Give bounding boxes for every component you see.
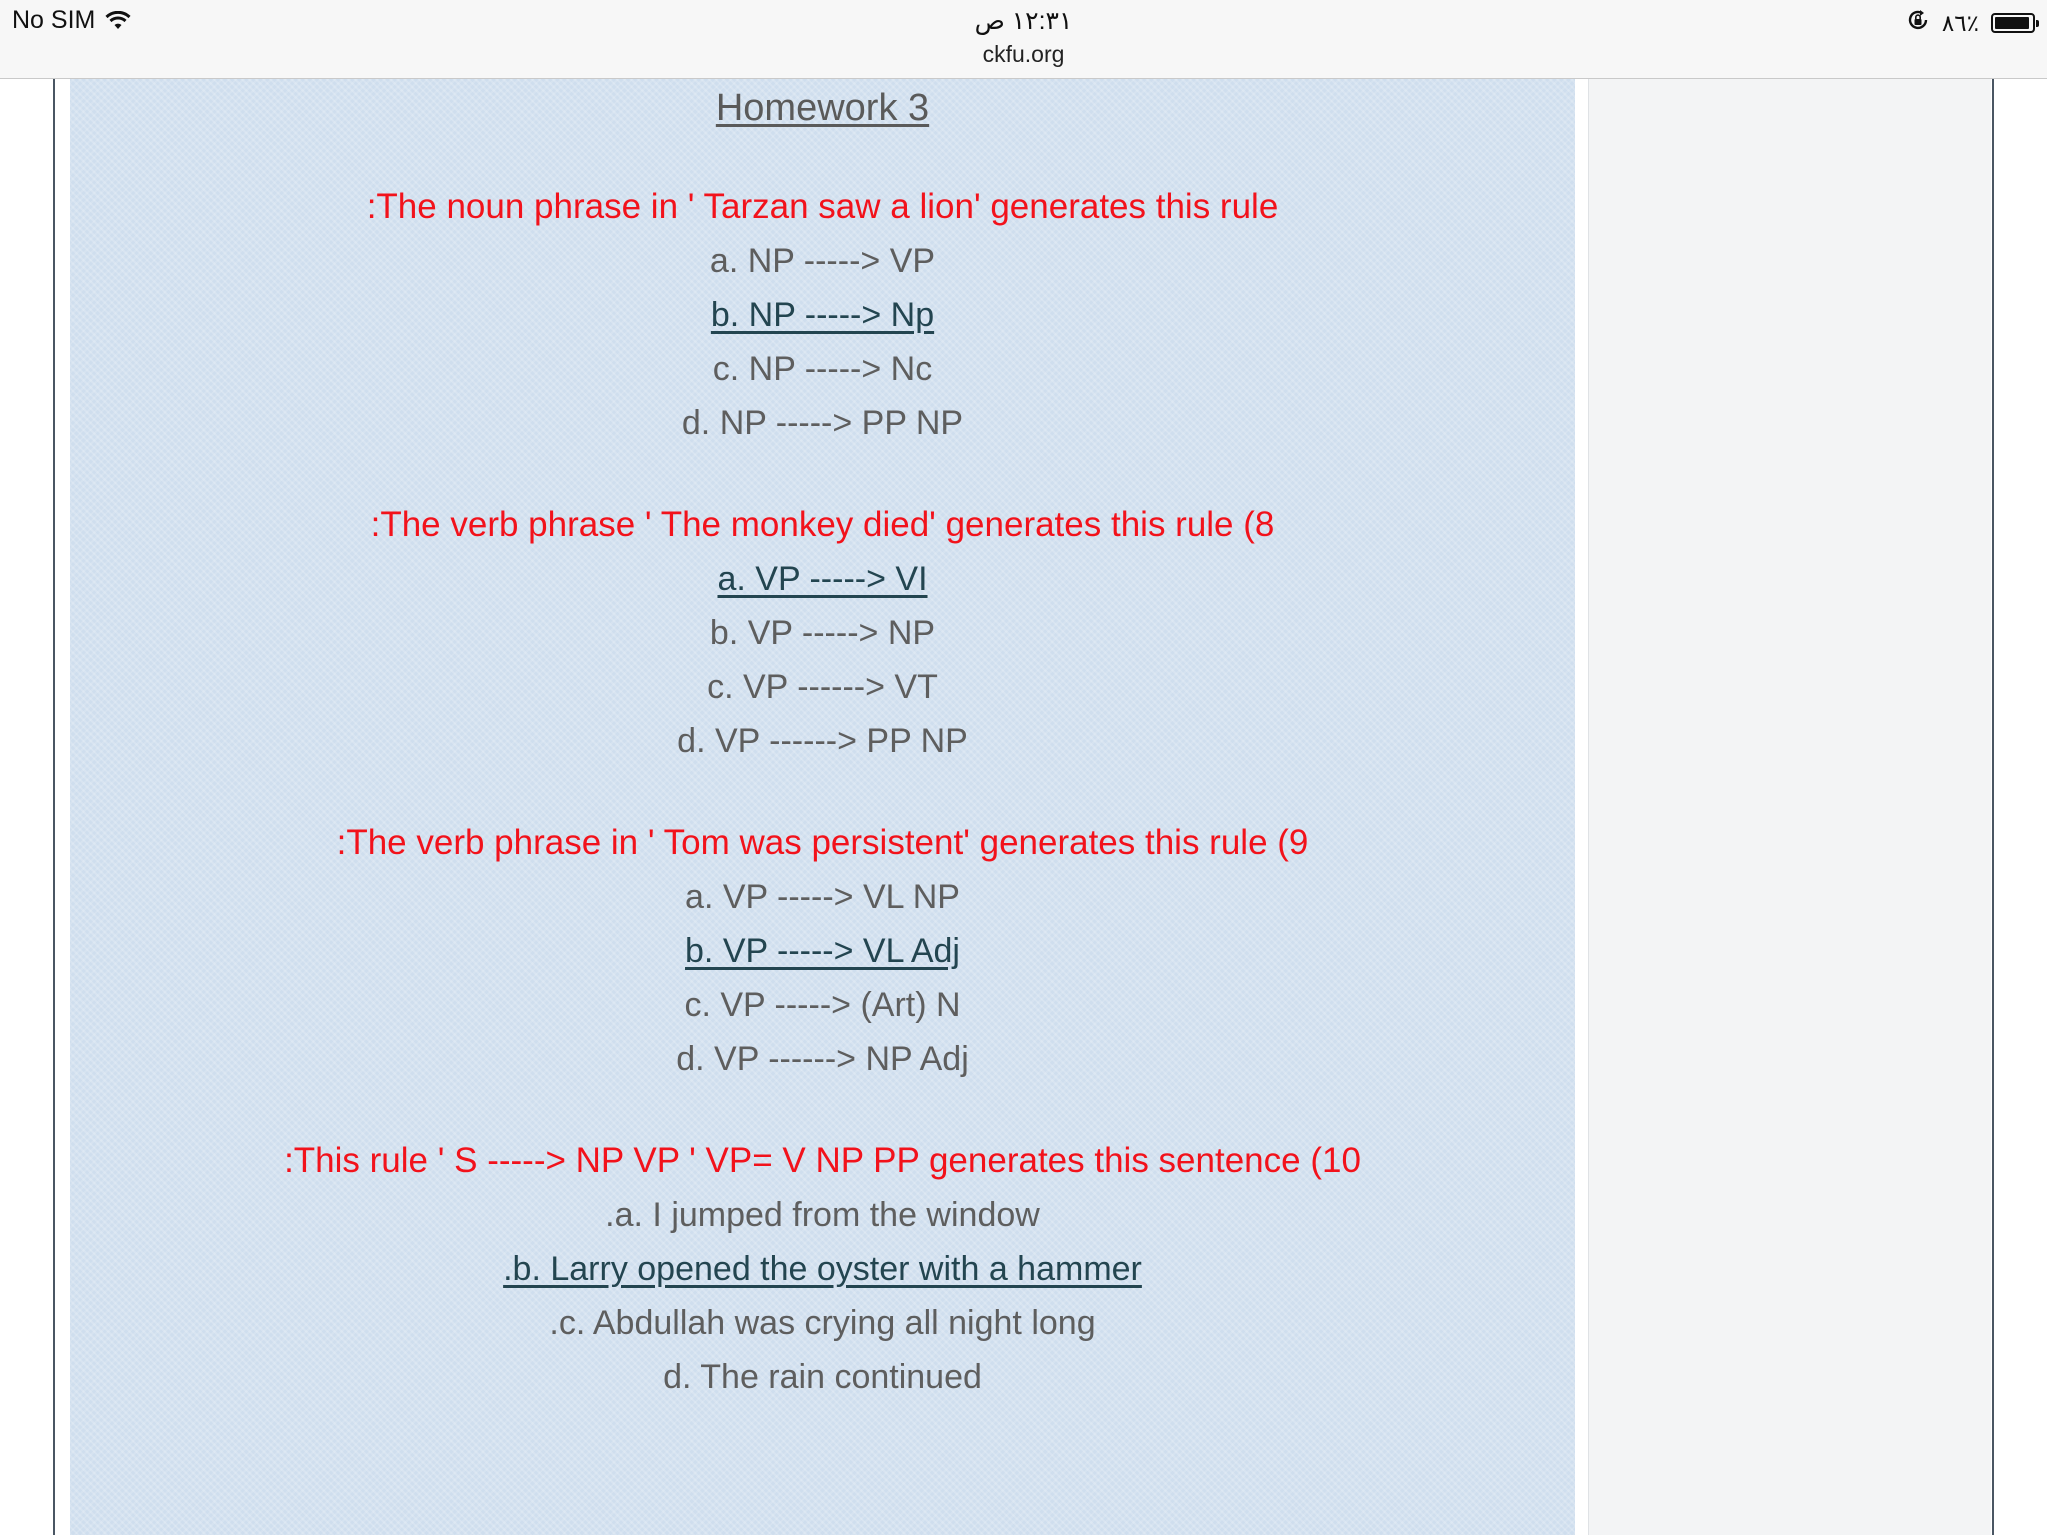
right-sidebar [1588,79,1991,1535]
status-bar [0,0,2047,79]
answer-option-correct: .b. Larry opened the oyster with a hammer [503,1250,1142,1288]
answer-option: a. NP -----> VP [709,242,936,280]
question-block [70,180,1575,450]
answer-option: d. VP ------> PP NP [677,722,968,760]
answer-option: d. VP ------> NP Adj [676,1040,969,1078]
answer-option-correct: b. VP -----> VL Adj [685,932,960,970]
web-page[interactable] [0,79,2047,1535]
answer-option: d. The rain continued [663,1358,982,1396]
question-text: :The verb phrase ' The monkey died' generates this rule (8 [370,505,1275,544]
question-block [70,1134,1575,1404]
answer-option-correct: a. VP -----> VI [717,560,928,598]
frame-border-right [1992,79,1994,1535]
question-text: :This rule ' S -----> NP VP ' VP= V NP PP generates this sentence (10 [284,1141,1361,1180]
carrier-label: No SIM [12,6,96,34]
question-block [70,816,1575,1086]
clock: ١٢:٣١ ص [974,7,1073,35]
status-right-group [1906,8,2035,38]
address-url[interactable]: ckfu.org [982,41,1065,67]
post-content [70,79,1575,1535]
question-block [70,498,1575,768]
answer-option: c. VP ------> VT [707,668,938,706]
answer-option: c. VP -----> (Art) N [684,986,961,1024]
answer-option: .c. Abdullah was crying all night long [549,1304,1096,1342]
answer-option-correct: b. NP -----> Np [710,296,935,334]
battery-icon [1991,13,2035,33]
answer-option: c. NP -----> Nc [712,350,933,388]
answer-option: .a. I jumped from the window [605,1196,1040,1234]
battery-percent: ٨٦٪ [1941,9,1979,36]
page-title: Homework 3 [715,87,930,129]
frame-border-left [53,79,55,1535]
answer-option: b. VP -----> NP [709,614,936,652]
question-text: :The verb phrase in ' Tom was persistent' generates this rule (9 [336,823,1309,862]
question-text: :The noun phrase in ' Tarzan saw a lion' generates this rule [366,187,1279,226]
answer-option: a. VP -----> VL NP [685,878,960,916]
answer-option: d. NP -----> PP NP [681,404,964,442]
rotation-lock-icon [1906,8,1930,38]
